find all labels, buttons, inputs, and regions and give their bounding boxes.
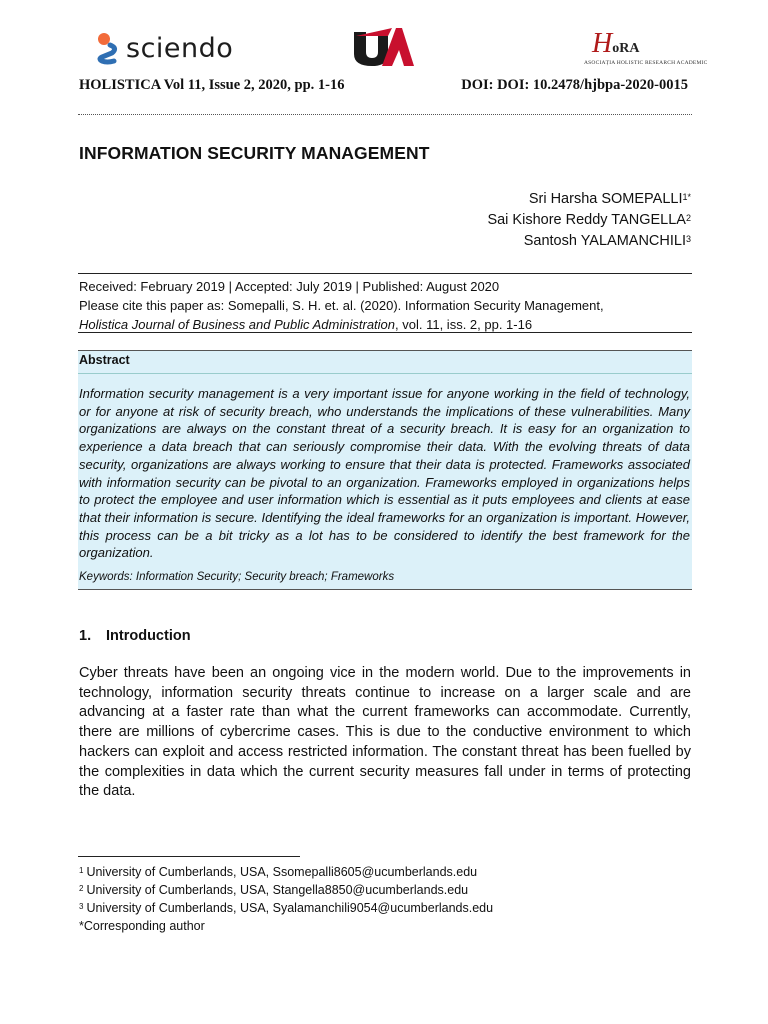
section-number: 1. [79, 628, 92, 644]
sciendo-wordmark: sciendo [126, 32, 234, 64]
footnote-text: University of Cumberlands, USA, Stangella8850@ucumberlands.edu [86, 883, 469, 897]
footnote-mark: 3 [79, 902, 84, 911]
author-name: Sai Kishore Reddy TANGELLA [487, 212, 686, 228]
author-affiliation-mark: 3 [685, 234, 691, 244]
sciendo-logo [96, 28, 233, 68]
publication-info [78, 273, 692, 333]
publication-dates: Received: February 2019 | Accepted: July 2019 | Published: August 2020 [79, 279, 500, 294]
doi-reference[interactable]: DOI: DOI: 10.2478/hjbpa-2020-0015 [461, 77, 688, 93]
citation-journal: Holistica Journal of Business and Public Administration [79, 317, 396, 332]
header-divider [78, 114, 692, 115]
footnotes [79, 863, 493, 935]
author-affiliation-mark: 2 [685, 213, 691, 223]
footnote-text: University of Cumberlands, USA, Ssomepalli8605@ucumberlands.edu [86, 865, 478, 879]
author-affiliation-mark: 1* [682, 192, 691, 202]
hora-letter-h: H [592, 28, 613, 59]
hora-wordmark [592, 28, 639, 60]
page-title: INFORMATION SECURITY MANAGEMENT [79, 143, 430, 163]
author-list [487, 189, 691, 252]
author-1 [487, 189, 691, 210]
abstract-heading: Abstract [79, 353, 130, 367]
footnote-corresponding [79, 917, 493, 935]
author-name: Santosh YALAMANCHILI [523, 233, 686, 249]
footnote-mark: 1 [79, 866, 84, 875]
citation-line-1: Please cite this paper as: Somepalli, S. H. et. al. (2020). Information Security Management, [79, 298, 604, 313]
hora-caption: ASOCIAȚIA HOLISTIC RESEARCH ACADEMIC [584, 60, 708, 66]
section-title: Introduction [106, 628, 191, 644]
keywords: Keywords: Information Security; Security breach; Frameworks [79, 571, 395, 583]
footnote-mark: 2 [79, 884, 84, 893]
author-2 [487, 210, 691, 231]
footnote-divider [78, 856, 300, 857]
abstract-box [78, 350, 692, 590]
citation-details: , vol. 11, iss. 2, pp. 1-16 [395, 317, 533, 332]
abstract-body: Information security management is a very important issue for anyone working in the field of technology, or for anyone at risk of security breach, who understands the implications of these vulnerabilities. Many organizations are always on the constant threat of a security breach. It is easy for an organization to experience a data breach that can seriously compromise their data. With the evolving threats of data security, organizations are always working to ensure that their data is protected. Frameworks associated with information security can be pivotal to an organization. Frameworks employed in organizations helps to protect the employee and user information which is essential as it puts employees and clients at ease that their information is secure. Identifying the ideal frameworks for an organization is important. However, this process can be a bit tricky as a lot has to be considered to identify the best framework for the organization. [79, 386, 690, 561]
journal-reference: HOLISTICA Vol 11, Issue 2, 2020, pp. 1-16 [79, 77, 345, 93]
author-name: Sri Harsha SOMEPALLI [528, 191, 683, 207]
footnote-3 [79, 899, 493, 917]
introduction-paragraph: Cyber threats have been an ongoing vice in the modern world. Due to the improvements in technology, information security threats continue to increase on a larger scale and are advancing at a faster rate than what the current frameworks can accommodate. Currently, there are millions of cybercrime cases. This is due to the conductive environment to which hackers can exploit and access restricted information. The constant threat has been fuelled by the complexities in data which the current security measures fall under in terms of protecting the data. [79, 665, 691, 800]
sciendo-mark-icon [96, 31, 120, 65]
citation-line-2 [78, 315, 692, 334]
footnote-1 [79, 863, 493, 881]
author-3 [487, 231, 691, 252]
ua-monogram-icon [352, 26, 414, 70]
section-heading [79, 628, 191, 644]
abstract-divider [78, 373, 692, 374]
footnote-2 [79, 881, 493, 899]
footnote-text: University of Cumberlands, USA, Syalamanchili9054@ucumberlands.edu [86, 901, 494, 915]
hora-logo [584, 26, 708, 72]
ua-logo [352, 26, 414, 75]
footnote-text: *Corresponding author [79, 919, 205, 933]
hora-letters-ora: oRA [612, 41, 640, 56]
